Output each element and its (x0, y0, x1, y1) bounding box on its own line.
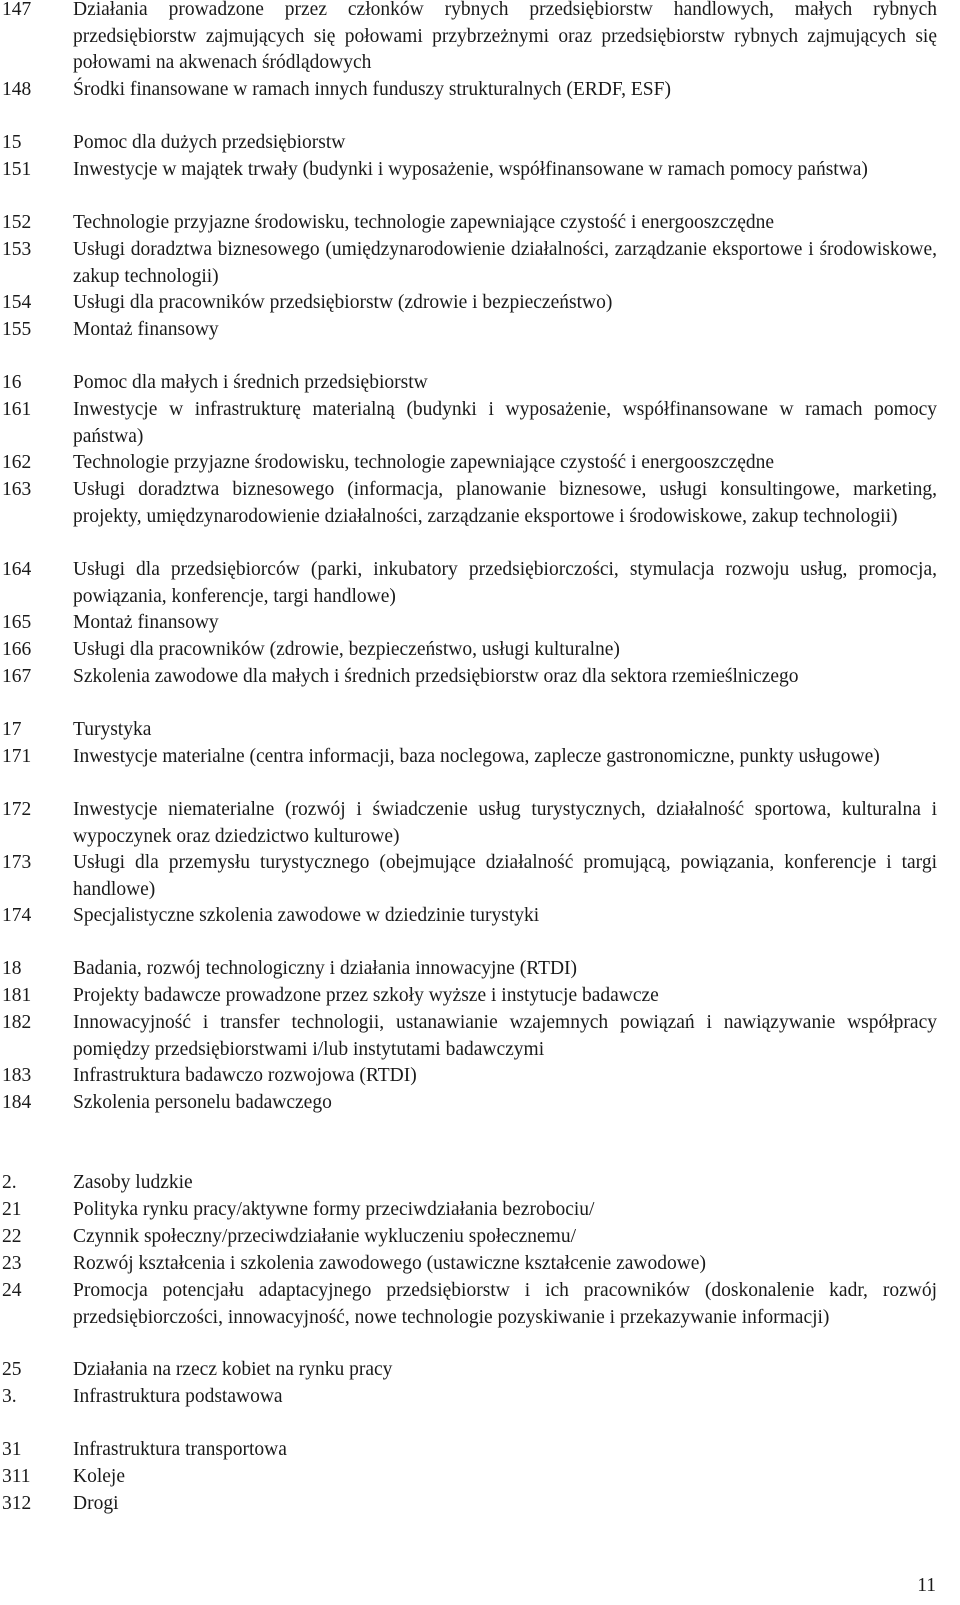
entry-text: Badania, rozwój technologiczny i działania innowacyjne (RTDI) (73, 958, 578, 979)
entry-text: Środki finansowane w ramach innych funduszy strukturalnych (ERDF, ESF) (73, 79, 671, 100)
entry-text: Usługi dla przemysłu turystycznego (obejmujące działalność promującą, powiązania, konferencje i targi handlowe) (73, 852, 937, 900)
entry-code: 15 (2, 132, 22, 153)
entry-text: Infrastruktura transportowa (73, 1439, 287, 1460)
entry-code: 174 (2, 905, 32, 926)
entry-code: 171 (2, 746, 32, 767)
entry-code: 155 (2, 319, 32, 340)
entry-text: Technologie przyjazne środowisku, technologie zapewniające czystość i energooszczędne (73, 452, 775, 473)
entry-text: Infrastruktura podstawowa (73, 1386, 283, 1407)
entry-text: Infrastruktura badawczo rozwojowa (RTDI) (73, 1065, 417, 1086)
entry-code: 152 (2, 212, 32, 233)
entry-text: Działania prowadzone przez członków rybnych przedsiębiorstw handlowych, małych rybnych przedsiębiorstw zajmujących się połowami przybrzeżnymi oraz przedsiębiorstw rybnych zajmujących się połowami na akwenach śródlądowych (73, 0, 937, 74)
entry-code: 312 (2, 1493, 32, 1514)
entry-text: Technologie przyjazne środowisku, technologie zapewniające czystość i energooszczędne (73, 212, 775, 233)
entry-code: 162 (2, 452, 32, 473)
entry-code: 154 (2, 292, 32, 313)
entry-code: 18 (2, 958, 22, 979)
entry-code: 148 (2, 79, 32, 100)
entry-code: 165 (2, 612, 32, 633)
entry-text: Inwestycje w majątek trwały (budynki i wyposażenie, współfinansowane w ramach pomocy państwa) (73, 159, 868, 180)
entry-text: Usługi doradztwa biznesowego (umiędzynarodowienie działalności, zarządzanie eksportowe i środowiskowe, zakup technologii) (73, 239, 937, 287)
entry-text: Projekty badawcze prowadzone przez szkoły wyższe i instytucje badawcze (73, 985, 659, 1006)
entry-code: 31 (2, 1439, 22, 1460)
entry-text: Zasoby ludzkie (73, 1172, 193, 1193)
entry-code: 172 (2, 799, 32, 820)
entry-text: Turystyka (73, 719, 152, 740)
entry-text: Koleje (73, 1466, 125, 1487)
page-number: 11 (917, 1575, 936, 1596)
entry-code: 25 (2, 1359, 22, 1380)
entry-code: 181 (2, 985, 32, 1006)
entry-text: Inwestycje w infrastrukturę materialną (budynki i wyposażenie, współfinansowane w ramach pomocy państwa) (73, 399, 937, 447)
entry-code: 164 (2, 559, 32, 580)
entry-code: 21 (2, 1199, 22, 1220)
entry-code: 151 (2, 159, 32, 180)
entry-code: 182 (2, 1012, 32, 1033)
entry-text: Promocja potencjału adaptacyjnego przedsiębiorstw i ich pracowników (doskonalenie kadr, rozwój przedsiębiorczości, innowacyjność, nowe technologie pozyskiwanie i przekazywanie informacji) (73, 1280, 937, 1328)
entry-code: 163 (2, 479, 32, 500)
entry-code: 166 (2, 639, 32, 660)
entry-code: 23 (2, 1253, 22, 1274)
entry-text: Inwestycje materialne (centra informacji, baza noclegowa, zaplecze gastronomiczne, punkty usługowe) (73, 746, 880, 767)
entry-code: 184 (2, 1092, 32, 1113)
entry-text: Usługi doradztwa biznesowego (informacja, planowanie biznesowe, usługi konsultingowe, marketing, projekty, umiędzynarodowienie działalności, zarządzanie eksportowe i środowiskowe, zakup technologii) (73, 479, 937, 527)
entry-text: Drogi (73, 1493, 119, 1514)
entry-code: 173 (2, 852, 32, 873)
entry-code: 24 (2, 1280, 22, 1301)
entry-text: Szkolenia personelu badawczego (73, 1092, 332, 1113)
entry-code: 2. (2, 1172, 17, 1193)
entry-code: 3. (2, 1386, 17, 1407)
entry-text: Pomoc dla małych i średnich przedsiębiorstw (73, 372, 428, 393)
entry-text: Inwestycje niematerialne (rozwój i świadczenie usług turystycznych, działalność sportowa, kulturalna i wypoczynek oraz dziedzictwo kulturowe) (73, 799, 937, 847)
entry-text: Usługi dla przedsiębiorców (parki, inkubatory przedsiębiorczości, stymulacja rozwoju usług, promocja, powiązania, konferencje, targi handlowe) (73, 559, 937, 607)
entry-text: Montaż finansowy (73, 319, 219, 340)
entry-text: Szkolenia zawodowe dla małych i średnich przedsiębiorstw oraz dla sektora rzemieślniczego (73, 666, 799, 687)
entry-code: 153 (2, 239, 32, 260)
entry-code: 16 (2, 372, 22, 393)
entry-code: 22 (2, 1226, 22, 1247)
entry-text: Innowacyjność i transfer technologii, ustanawianie wzajemnych powiązań i nawiązywanie współpracy pomiędzy przedsiębiorstwami i/lub instytutami badawczymi (73, 1012, 937, 1060)
entry-text: Polityka rynku pracy/aktywne formy przeciwdziałania bezrobociu/ (73, 1199, 595, 1220)
entry-code: 17 (2, 719, 22, 740)
entry-code: 311 (2, 1466, 31, 1487)
entry-code: 167 (2, 666, 32, 687)
entry-text: Usługi dla pracowników (zdrowie, bezpieczeństwo, usługi kulturalne) (73, 639, 620, 660)
entry-text: Pomoc dla dużych przedsiębiorstw (73, 132, 346, 153)
entry-text: Rozwój kształcenia i szkolenia zawodowego (ustawiczne kształcenie zawodowe) (73, 1253, 706, 1274)
entry-code: 161 (2, 399, 32, 420)
entry-text: Montaż finansowy (73, 612, 219, 633)
entry-code: 183 (2, 1065, 32, 1086)
entry-code: 147 (2, 0, 32, 20)
entry-text: Czynnik społeczny/przeciwdziałanie wykluczeniu społecznemu/ (73, 1226, 577, 1247)
entry-text: Specjalistyczne szkolenia zawodowe w dziedzinie turystyki (73, 905, 540, 926)
entry-text: Działania na rzecz kobiet na rynku pracy (73, 1359, 393, 1380)
entry-text: Usługi dla pracowników przedsiębiorstw (zdrowie i bezpieczeństwo) (73, 292, 613, 313)
